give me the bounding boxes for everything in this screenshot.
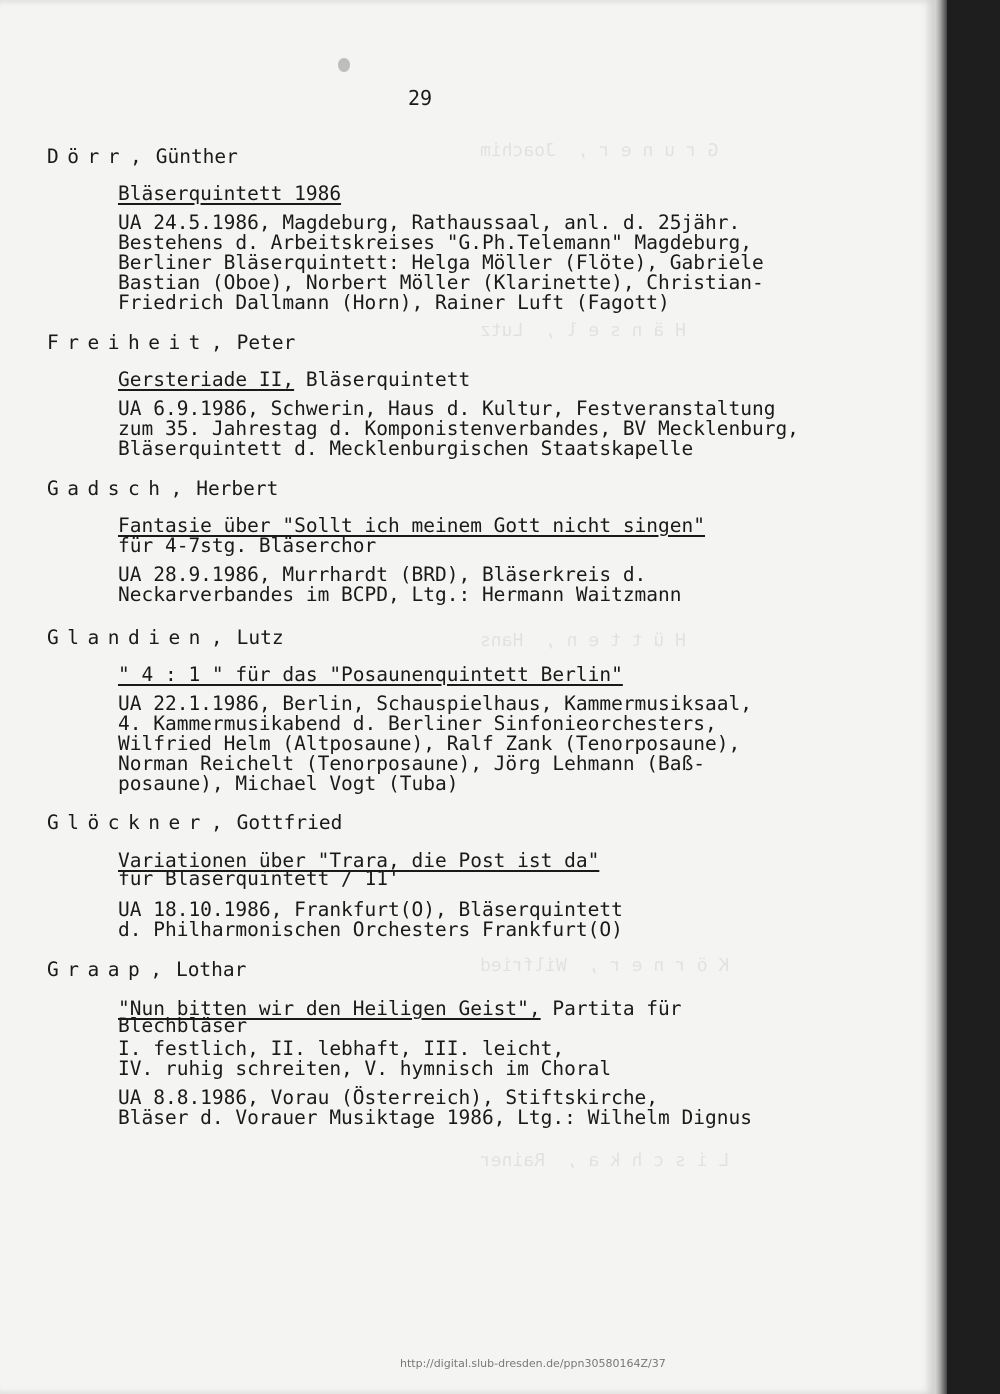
performance-detail: Norman Reichelt (Tenorposaune), Jörg Lehmann (Baß- [118, 752, 705, 775]
name-separator: , [129, 145, 142, 168]
work-title-line [118, 665, 623, 685]
performance-detail: Wilfried Helm (Altposaune), Ralf Zank (Tenorposaune), [118, 732, 741, 755]
composer-surname: Glandien [47, 626, 209, 649]
work-title-line [118, 370, 470, 390]
performance-detail: UA 18.10.1986, Frankfurt(O), Bläserquintett [118, 898, 623, 921]
name-separator: , [210, 811, 223, 834]
performance-detail: zum 35. Jahrestag d. Komponistenverbandes, BV Mecklenburg, [118, 417, 799, 440]
composer-first-name: Günther [155, 145, 238, 168]
composer-surname: Dörr [47, 145, 128, 168]
performance-detail: Bläser d. Vorauer Musiktage 1986, Ltg.: Wilhelm Dignus [118, 1106, 752, 1129]
movement-line: IV. ruhig schreiten, V. hymnisch im Choral [118, 1057, 612, 1080]
performance-detail: UA 6.9.1986, Schwerin, Haus d. Kultur, Festveranstaltung [118, 397, 776, 420]
show-through: L i s c h k a , Rainer [480, 1150, 730, 1171]
name-separator: , [150, 958, 162, 981]
performance-detail: UA 22.1.1986, Berlin, Schauspielhaus, Kammermusiksaal, [118, 692, 752, 715]
work-title: Fantasie über "Sollt ich meinem Gott nicht singen" [118, 514, 705, 537]
show-through: H ü t t e n , Hans [480, 630, 686, 651]
composer-name [47, 960, 246, 980]
composer-first-name: Lutz [236, 626, 284, 649]
show-through: K ö r n e r , Wilfried [480, 955, 730, 976]
work-subtitle: Partita für [540, 997, 682, 1020]
show-through: H ä n s e l , Lutz [480, 320, 686, 341]
performance-detail: Bläserquintett d. Mecklenburgischen Staatskapelle [118, 437, 694, 460]
work-title: Bläserquintett 1986 [118, 182, 342, 205]
composer-name [47, 628, 284, 648]
composer-surname: Glöckner [47, 811, 209, 834]
performance-detail: UA 24.5.1986, Magdeburg, Rathaussaal, anl. d. 25jähr. [118, 211, 741, 234]
performance-detail: d. Philharmonischen Orchesters Frankfurt(O) [118, 918, 623, 941]
composer-name [47, 333, 295, 353]
work-title-line [118, 184, 341, 204]
composer-surname: Freiheit [47, 331, 209, 354]
performance-detail: UA 8.8.1986, Vorau (Österreich), Stiftskirche, [118, 1086, 659, 1109]
performance-detail: Bestehens d. Arbeitskreises "G.Ph.Telemann" Magdeburg, [118, 231, 752, 254]
work-subtitle: Bläserquintett [294, 368, 471, 391]
composer-first-name: Herbert [196, 477, 279, 500]
performance-detail: Friedrich Dallmann (Horn), Rainer Luft (Fagott) [118, 291, 670, 314]
composer-name [47, 813, 342, 833]
work-title-line [118, 516, 705, 536]
composer-name [47, 147, 238, 167]
performance-detail: Neckarverbandes im BCPD, Ltg.: Hermann Waitzmann [118, 583, 682, 606]
performance-detail: Bastian (Oboe), Norbert Möller (Klarinette), Christian- [118, 271, 764, 294]
scan-spot [338, 58, 350, 72]
work-title: "Nun bitten wir den Heiligen Geist", [118, 997, 541, 1020]
performance-detail: UA 28.9.1986, Murrhardt (BRD), Bläserkreis d. [118, 563, 647, 586]
composer-surname: Graap [47, 958, 149, 981]
movement-line: I. festlich, II. lebhaft, III. leicht, [118, 1037, 565, 1060]
name-separator: , [210, 331, 223, 354]
show-through: G r u n e r , Joachim [480, 140, 719, 161]
work-title: Gersteriade II, [118, 368, 295, 391]
work-instrumentation: Blechbläser [118, 1014, 248, 1037]
composer-first-name: Peter [236, 331, 296, 354]
name-separator: , [170, 477, 183, 500]
work-title: " 4 : 1 " für das "Posaunenquintett Berlin" [118, 663, 623, 686]
source-url: http://digital.slub-dresden.de/ppn30580164Z/37 [400, 1357, 666, 1370]
composer-surname: Gadsch [47, 477, 169, 500]
composer-first-name: Lothar [175, 958, 247, 981]
performance-detail: Berliner Bläserquintett: Helga Möller (Flöte), Gabriele [118, 251, 764, 274]
work-instrumentation: für Bläserquintett / 11' [118, 867, 400, 890]
performance-detail: 4. Kammermusikabend d. Berliner Sinfonieorchesters, [118, 712, 717, 735]
performance-detail: posaune), Michael Vogt (Tuba) [118, 772, 459, 795]
composer-name [47, 479, 278, 499]
work-title: Variationen über "Trara, die Post ist da" [118, 849, 600, 872]
name-separator: , [210, 626, 223, 649]
page-number: 29 [408, 86, 433, 110]
page-edge [935, 0, 947, 1394]
work-instrumentation: für 4-7stg. Bläserchor [118, 534, 377, 557]
composer-first-name: Gottfried [236, 811, 343, 834]
